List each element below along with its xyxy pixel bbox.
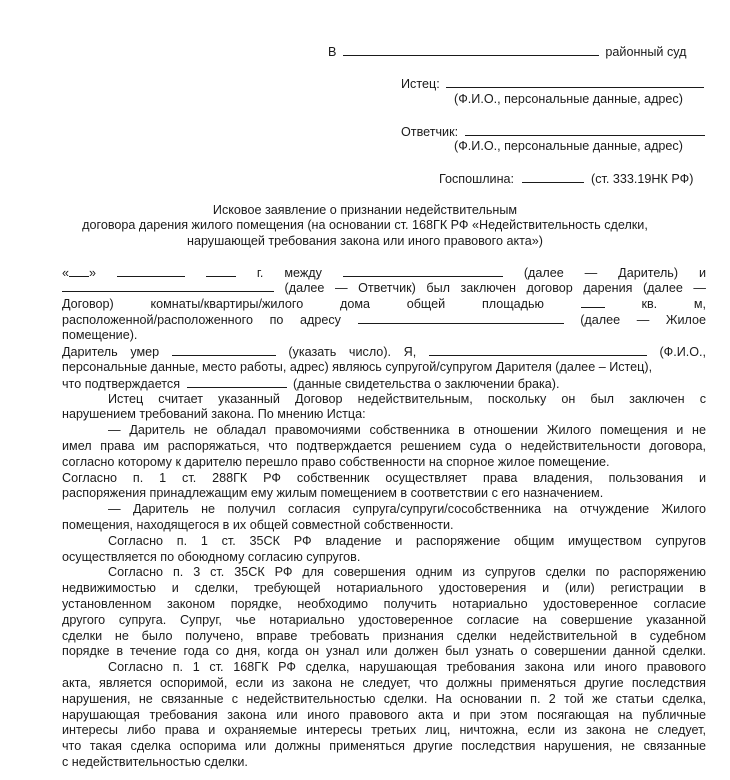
body-line-3: Договор) комнаты/квартиры/жилого дома общей площадью кв. м, bbox=[62, 297, 707, 311]
court-prefix: В bbox=[328, 45, 337, 59]
title-line-3: нарушающей требования закона или иного правового акта») bbox=[186, 234, 543, 248]
body-line-28: нарушения, не связанные с недействительностью сделки. На основании п. 2 той же статьи сделка, bbox=[62, 692, 706, 706]
plaintiff-blank bbox=[446, 76, 704, 88]
body-line-11: — Даритель не обладал правомочиями собственника в отношении Жилого помещения и не bbox=[108, 423, 706, 437]
body-line-20: Согласно п. 3 ст. 35СК РФ для совершения одним из супругов сделки по распоряжению bbox=[108, 565, 706, 579]
defendant-name-blank bbox=[62, 280, 274, 292]
body-line-25: порядке в течение года со дня, когда он узнал или должен был узнать о совершении данной сделки. bbox=[62, 644, 706, 658]
body-line-22: установленном законом порядке, необходимо получить нотариально удостоверенное согласие bbox=[62, 597, 706, 611]
address-blank bbox=[358, 312, 564, 324]
body-line-31: что такая сделка оспорима или должны применяться другие последствия нарушения, не связанные bbox=[62, 739, 706, 753]
plaintiff-hint: (Ф.И.О., персональные данные, адрес) bbox=[454, 92, 683, 106]
body-line-23: другого супруга. Супруг, чье нотариально удостоверенное согласие на совершение указанной bbox=[62, 613, 706, 627]
body-line-6: Даритель умер (указать число). Я, (Ф.И.О., bbox=[62, 345, 707, 359]
body-line-10: нарушением требований закона. По мнению Истца: bbox=[62, 407, 366, 421]
body-line-26: Согласно п. 1 ст. 168ГК РФ сделка, нарушающая требования закона или иного правового bbox=[108, 660, 706, 674]
death-date-blank bbox=[172, 344, 276, 356]
year-blank bbox=[206, 265, 236, 277]
day-blank bbox=[69, 265, 89, 277]
donor-blank bbox=[343, 265, 503, 277]
court-blank bbox=[343, 44, 599, 56]
month-blank bbox=[117, 265, 185, 277]
body-line-17: помещения, находящегося в их общей совместной собственности. bbox=[62, 518, 454, 532]
body-line-24: сделки не было получено, вправе требовать признания сделки недействительной в судебном bbox=[62, 629, 706, 643]
area-blank bbox=[581, 296, 605, 308]
court-suffix: районный суд bbox=[605, 45, 687, 59]
body-line-16: — Даритель не получил согласия супруга/супруги/сособственника на отчуждение Жилого bbox=[108, 502, 706, 516]
defendant-hint: (Ф.И.О., персональные данные, адрес) bbox=[454, 139, 683, 153]
body-line-15: распоряжения принадлежащим ему жилым помещением в соответствии с его назначением. bbox=[62, 486, 604, 500]
claimant-name-blank bbox=[429, 344, 647, 356]
title-line-1: Исковое заявление о признании недействительным bbox=[212, 203, 518, 217]
defendant-label: Ответчик: bbox=[401, 125, 459, 139]
body-line-27: акта, является оспоримой, если из закона не следует, что должны применяться другие последствия bbox=[62, 676, 706, 690]
plaintiff-label: Истец: bbox=[401, 77, 440, 91]
fee-label: Госпошлина: bbox=[439, 172, 515, 186]
court-line bbox=[328, 44, 686, 60]
body-line-1: « » г. между (далее — Даритель) и bbox=[62, 266, 707, 280]
body-line-7: персональные данные, место работы, адрес) являюсь супругой/супругом Дарителя (далее – Истец), bbox=[62, 360, 653, 374]
fee-ref: (ст. 333.19НК РФ) bbox=[591, 172, 694, 186]
body-line-5: помещение). bbox=[62, 328, 138, 342]
plaintiff-line bbox=[401, 76, 704, 92]
fee-line bbox=[439, 171, 693, 187]
title-line-2: договора дарения жилого помещения (на основании ст. 168ГК РФ «Недействительность сделки, bbox=[82, 218, 648, 232]
body-line-13: согласно которому к дарителю перешло право собственности на спорное жилое помещение. bbox=[62, 455, 610, 469]
marriage-cert-blank bbox=[187, 376, 287, 388]
body-line-2: (далее — Ответчик) был заключен договор дарения (далее — bbox=[62, 280, 706, 296]
body-line-14: Согласно п. 1 ст. 288ГК РФ собственник осуществляет права владения, пользования и bbox=[62, 471, 706, 485]
body-line-12: имел права им распоряжаться, что подтверждается решением суда о недействительности договора, bbox=[62, 439, 706, 453]
body-line-21: недвижимостью и сделки, требующей нотариального удостоверения и (или) регистрации в bbox=[62, 581, 706, 595]
defendant-line bbox=[401, 124, 705, 140]
defendant-blank bbox=[465, 124, 705, 136]
body-line-19: осуществляется по обоюдному согласию супругов. bbox=[62, 550, 361, 564]
body-line-30: интересы либо права и охраняемые интересы третьих лиц, ничтожна, если из закона не следует, bbox=[62, 723, 706, 737]
body-line-29: нарушающая требования закона или иного правового акта и при этом посягающая на публичные bbox=[62, 708, 706, 722]
body-line-32: с недействительностью сделки. bbox=[62, 755, 248, 769]
body-line-4: расположенной/расположенного по адресу (далее — Жилое bbox=[62, 313, 707, 327]
fee-blank bbox=[522, 171, 584, 183]
body-line-18: Согласно п. 1 ст. 35СК РФ владение и распоряжение общим имуществом супругов bbox=[108, 534, 706, 548]
body-line-8: что подтверждается (данные свидетельства о заключении брака). bbox=[62, 377, 560, 391]
body-line-9: Истец считает указанный Договор недействительным, поскольку он был заключен с bbox=[108, 392, 706, 406]
